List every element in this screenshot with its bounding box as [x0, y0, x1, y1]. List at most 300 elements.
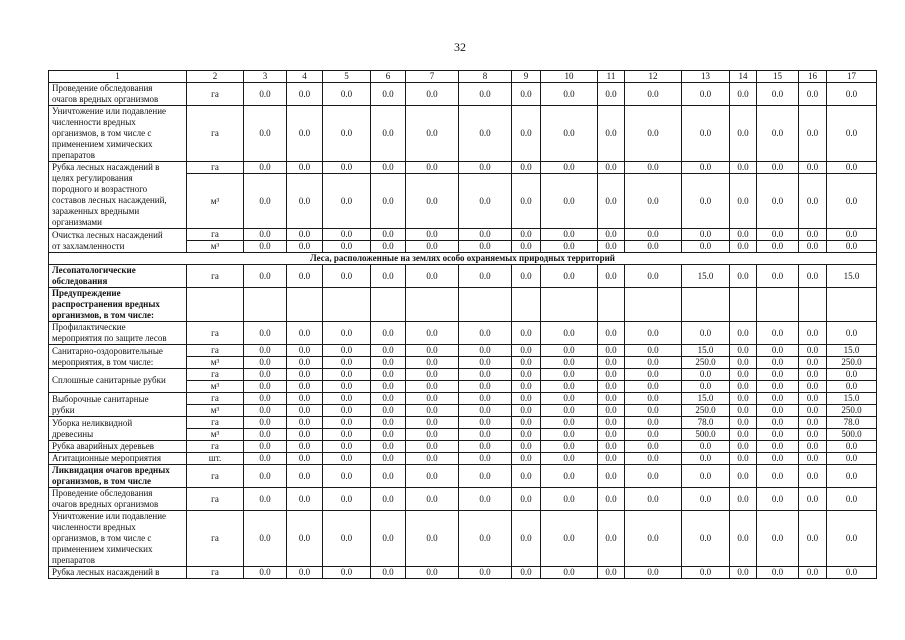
value-cell: [323, 288, 371, 322]
value-cell: [682, 288, 730, 322]
table-row: [49, 106, 877, 162]
value-cell: 0.0: [244, 567, 287, 579]
section-title: Леса, расположенные на землях особо охраняемых природных территорий: [49, 253, 877, 265]
value-cell: 15.0: [682, 265, 730, 288]
value-cell: 0.0: [625, 417, 682, 429]
value-cell: 0.0: [541, 229, 598, 241]
value-cell: 0.0: [541, 162, 598, 174]
value-cell: 0.0: [371, 229, 406, 241]
value-cell: 15.0: [682, 345, 730, 357]
page-number: 32: [454, 40, 466, 54]
value-cell: 0.0: [730, 465, 757, 488]
value-cell: 0.0: [287, 453, 323, 465]
value-cell: 0.0: [323, 357, 371, 369]
value-cell: 0.0: [625, 511, 682, 567]
value-cell: 0.0: [598, 83, 625, 106]
value-cell: 0.0: [598, 345, 625, 357]
unit-cell: м³: [187, 381, 244, 393]
value-cell: 0.0: [730, 393, 757, 405]
value-cell: 0.0: [541, 369, 598, 381]
value-cell: 0.0: [598, 106, 625, 162]
value-cell: 0.0: [827, 241, 877, 253]
value-cell: 0.0: [406, 393, 459, 405]
value-cell: 0.0: [244, 453, 287, 465]
value-cell: 0.0: [541, 511, 598, 567]
activity-label-line: Предупреждение: [52, 288, 121, 298]
value-cell: 0.0: [625, 265, 682, 288]
value-cell: 0.0: [459, 511, 512, 567]
value-cell: 0.0: [287, 345, 323, 357]
value-cell: 0.0: [757, 429, 799, 441]
value-cell: 0.0: [682, 241, 730, 253]
value-cell: 0.0: [757, 417, 799, 429]
value-cell: 0.0: [799, 488, 827, 511]
value-cell: 0.0: [827, 511, 877, 567]
value-cell: 0.0: [459, 393, 512, 405]
activity-label-line: организмов, в том числе: [52, 476, 152, 486]
value-cell: 0.0: [371, 83, 406, 106]
value-cell: 15.0: [827, 345, 877, 357]
value-cell: 0.0: [757, 381, 799, 393]
value-cell: 0.0: [406, 162, 459, 174]
activity-label-line: Агитационные мероприятия: [52, 453, 161, 463]
value-cell: 0.0: [244, 511, 287, 567]
value-cell: 0.0: [287, 393, 323, 405]
value-cell: 500.0: [682, 429, 730, 441]
value-cell: 0.0: [799, 567, 827, 579]
activity-label-line: Рубка лесных насаждений в: [52, 162, 160, 172]
value-cell: 0.0: [682, 229, 730, 241]
value-cell: 0.0: [541, 429, 598, 441]
activity-label-line: применением химических: [52, 139, 153, 149]
unit-cell: м³: [187, 174, 244, 229]
value-cell: 0.0: [323, 241, 371, 253]
unit-cell: га: [187, 465, 244, 488]
value-cell: 0.0: [541, 381, 598, 393]
value-cell: 0.0: [406, 357, 459, 369]
value-cell: 0.0: [459, 453, 512, 465]
value-cell: 0.0: [598, 369, 625, 381]
unit-cell: га: [187, 322, 244, 345]
value-cell: 0.0: [682, 174, 730, 229]
value-cell: 0.0: [371, 441, 406, 453]
value-cell: 500.0: [827, 429, 877, 441]
activity-label-line: Рубка лесных насаждений в: [52, 567, 160, 577]
value-cell: 0.0: [512, 405, 541, 417]
activity-label: [49, 83, 187, 106]
value-cell: 0.0: [730, 567, 757, 579]
activity-label-line: Уборка неликвидной: [52, 417, 133, 428]
column-number-header: 2: [187, 71, 244, 83]
value-cell: 0.0: [371, 453, 406, 465]
value-cell: 0.0: [541, 488, 598, 511]
value-cell: 0.0: [371, 381, 406, 393]
value-cell: 0.0: [406, 381, 459, 393]
column-number-header: 17: [827, 71, 877, 83]
value-cell: 0.0: [757, 345, 799, 357]
table-row: [49, 567, 877, 579]
value-cell: 0.0: [757, 465, 799, 488]
activity-label: [49, 288, 187, 322]
column-number-header: 9: [512, 71, 541, 83]
value-cell: 0.0: [682, 453, 730, 465]
value-cell: 0.0: [625, 322, 682, 345]
unit-cell: шт.: [187, 453, 244, 465]
value-cell: 0.0: [827, 567, 877, 579]
value-cell: 0.0: [459, 83, 512, 106]
value-cell: 0.0: [371, 322, 406, 345]
value-cell: 0.0: [371, 345, 406, 357]
value-cell: 0.0: [730, 381, 757, 393]
activity-label: [49, 488, 187, 511]
value-cell: 0.0: [598, 381, 625, 393]
value-cell: 0.0: [799, 465, 827, 488]
value-cell: 0.0: [541, 174, 598, 229]
value-cell: 0.0: [730, 174, 757, 229]
table-row: [49, 162, 877, 174]
value-cell: 0.0: [406, 453, 459, 465]
value-cell: 0.0: [244, 229, 287, 241]
value-cell: 0.0: [625, 453, 682, 465]
activity-label: [49, 393, 187, 417]
value-cell: 0.0: [730, 322, 757, 345]
value-cell: 0.0: [323, 162, 371, 174]
table-row: [49, 488, 877, 511]
value-cell: 0.0: [371, 162, 406, 174]
value-cell: 0.0: [757, 393, 799, 405]
value-cell: 0.0: [598, 357, 625, 369]
value-cell: 0.0: [512, 393, 541, 405]
value-cell: 0.0: [757, 106, 799, 162]
value-cell: 250.0: [682, 405, 730, 417]
value-cell: 250.0: [682, 357, 730, 369]
value-cell: 0.0: [406, 174, 459, 229]
value-cell: 0.0: [730, 429, 757, 441]
value-cell: 0.0: [799, 429, 827, 441]
value-cell: 0.0: [287, 369, 323, 381]
value-cell: 0.0: [371, 511, 406, 567]
column-number-header: 13: [682, 71, 730, 83]
value-cell: 0.0: [757, 174, 799, 229]
value-cell: [512, 288, 541, 322]
activity-label-line: обследования: [52, 276, 108, 286]
value-cell: 0.0: [406, 106, 459, 162]
value-cell: 250.0: [827, 357, 877, 369]
activity-label-line: распространения вредных: [52, 299, 160, 309]
activity-label-line: организмов, в том числе:: [52, 310, 155, 320]
value-cell: 0.0: [625, 241, 682, 253]
value-cell: 0.0: [799, 417, 827, 429]
value-cell: 0.0: [541, 417, 598, 429]
value-cell: 0.0: [287, 465, 323, 488]
value-cell: 0.0: [512, 441, 541, 453]
table-row: [49, 322, 877, 345]
value-cell: [827, 288, 877, 322]
value-cell: 0.0: [323, 429, 371, 441]
value-cell: 0.0: [757, 453, 799, 465]
activity-label-line: Ликвидация очагов вредных: [52, 465, 170, 475]
activity-label-line: препаратов: [52, 555, 95, 565]
value-cell: 0.0: [323, 453, 371, 465]
value-cell: 0.0: [757, 441, 799, 453]
value-cell: 0.0: [799, 83, 827, 106]
value-cell: 0.0: [512, 453, 541, 465]
activity-label-line: Профилактические: [52, 322, 126, 332]
value-cell: 0.0: [512, 381, 541, 393]
value-cell: 0.0: [459, 417, 512, 429]
column-number-header: 8: [459, 71, 512, 83]
value-cell: 0.0: [682, 488, 730, 511]
activity-label-line: Рубка аварийных деревьев: [52, 441, 154, 451]
value-cell: 0.0: [757, 405, 799, 417]
value-cell: 0.0: [799, 357, 827, 369]
activity-label-line: Уничтожение или подавление: [52, 106, 167, 116]
value-cell: 0.0: [799, 174, 827, 229]
value-cell: 0.0: [625, 357, 682, 369]
value-cell: 0.0: [323, 229, 371, 241]
value-cell: 0.0: [512, 465, 541, 488]
unit-cell: га: [187, 369, 244, 381]
value-cell: 0.0: [541, 322, 598, 345]
value-cell: 0.0: [827, 162, 877, 174]
value-cell: 0.0: [406, 465, 459, 488]
value-cell: 0.0: [406, 488, 459, 511]
column-number-header: 4: [287, 71, 323, 83]
value-cell: 0.0: [682, 381, 730, 393]
value-cell: 0.0: [799, 106, 827, 162]
value-cell: 0.0: [730, 511, 757, 567]
value-cell: 0.0: [625, 393, 682, 405]
value-cell: 0.0: [598, 174, 625, 229]
value-cell: 78.0: [682, 417, 730, 429]
value-cell: 0.0: [730, 83, 757, 106]
header-row: [49, 71, 877, 83]
activity-label: [49, 345, 187, 369]
value-cell: 0.0: [730, 162, 757, 174]
value-cell: 0.0: [512, 265, 541, 288]
column-number-header: 10: [541, 71, 598, 83]
value-cell: 0.0: [459, 357, 512, 369]
value-cell: 0.0: [244, 393, 287, 405]
table-row: [49, 265, 877, 288]
value-cell: 0.0: [827, 465, 877, 488]
value-cell: 0.0: [459, 441, 512, 453]
value-cell: 0.0: [244, 417, 287, 429]
value-cell: [371, 288, 406, 322]
value-cell: 0.0: [730, 229, 757, 241]
value-cell: 0.0: [625, 488, 682, 511]
activity-label-line: рубки: [52, 404, 75, 415]
value-cell: [459, 288, 512, 322]
value-cell: 0.0: [512, 83, 541, 106]
value-cell: 0.0: [625, 106, 682, 162]
table-row: [49, 229, 877, 241]
value-cell: 0.0: [287, 83, 323, 106]
value-cell: 0.0: [757, 488, 799, 511]
activity-label-line: Сплошные санитарные рубки: [52, 375, 166, 385]
value-cell: 0.0: [244, 465, 287, 488]
activity-label-line: Санитарно-оздоровительные: [52, 345, 163, 356]
value-cell: 0.0: [323, 174, 371, 229]
value-cell: 0.0: [287, 357, 323, 369]
value-cell: 0.0: [541, 453, 598, 465]
value-cell: 0.0: [625, 465, 682, 488]
value-cell: 0.0: [541, 265, 598, 288]
value-cell: 0.0: [371, 174, 406, 229]
value-cell: 0.0: [541, 441, 598, 453]
value-cell: 0.0: [541, 393, 598, 405]
value-cell: 0.0: [598, 441, 625, 453]
value-cell: 0.0: [799, 241, 827, 253]
unit-cell: га: [187, 417, 244, 429]
value-cell: 0.0: [682, 162, 730, 174]
value-cell: 0.0: [625, 83, 682, 106]
table-row: [49, 465, 877, 488]
value-cell: 0.0: [371, 429, 406, 441]
value-cell: 0.0: [541, 357, 598, 369]
activity-label-line: Проведение обследования: [52, 83, 153, 93]
value-cell: 0.0: [541, 83, 598, 106]
value-cell: 0.0: [730, 488, 757, 511]
value-cell: 15.0: [682, 393, 730, 405]
value-cell: 250.0: [827, 405, 877, 417]
value-cell: 0.0: [682, 322, 730, 345]
activity-label-line: составов лесных насаждений,: [52, 195, 167, 205]
column-number-header: 12: [625, 71, 682, 83]
activity-label-line: Выборочные санитарные: [52, 393, 149, 404]
value-cell: 0.0: [730, 405, 757, 417]
value-cell: [730, 288, 757, 322]
value-cell: 0.0: [598, 229, 625, 241]
value-cell: 0.0: [406, 441, 459, 453]
value-cell: 0.0: [323, 393, 371, 405]
value-cell: 0.0: [287, 241, 323, 253]
table-row: [49, 393, 877, 405]
value-cell: 0.0: [598, 393, 625, 405]
value-cell: 0.0: [799, 229, 827, 241]
value-cell: 0.0: [244, 441, 287, 453]
value-cell: 0.0: [625, 162, 682, 174]
value-cell: 0.0: [799, 322, 827, 345]
value-cell: 0.0: [541, 465, 598, 488]
value-cell: 0.0: [512, 567, 541, 579]
value-cell: 0.0: [323, 322, 371, 345]
value-cell: 0.0: [598, 453, 625, 465]
activity-label-line: применением химических: [52, 544, 153, 554]
value-cell: 0.0: [406, 369, 459, 381]
value-cell: 0.0: [682, 567, 730, 579]
value-cell: 0.0: [244, 357, 287, 369]
value-cell: 0.0: [459, 241, 512, 253]
value-cell: 0.0: [730, 369, 757, 381]
value-cell: 0.0: [512, 345, 541, 357]
table-body: [49, 71, 877, 579]
value-cell: 0.0: [625, 567, 682, 579]
activity-label-line: зараженных вредными: [52, 206, 140, 216]
unit-cell: м³: [187, 241, 244, 253]
value-cell: 0.0: [459, 106, 512, 162]
table-row: [49, 288, 877, 322]
value-cell: 0.0: [827, 441, 877, 453]
value-cell: 0.0: [459, 265, 512, 288]
unit-cell: га: [187, 345, 244, 357]
activity-label-line: древесины: [52, 428, 94, 439]
value-cell: 0.0: [682, 465, 730, 488]
value-cell: 0.0: [323, 106, 371, 162]
value-cell: 0.0: [512, 488, 541, 511]
activity-label-line: очагов вредных организмов: [52, 94, 159, 104]
activity-label: [49, 441, 187, 453]
value-cell: 0.0: [406, 567, 459, 579]
value-cell: 0.0: [371, 488, 406, 511]
value-cell: 0.0: [287, 429, 323, 441]
activity-label: [49, 369, 187, 393]
value-cell: 0.0: [406, 405, 459, 417]
value-cell: 0.0: [323, 83, 371, 106]
value-cell: 0.0: [371, 417, 406, 429]
value-cell: 0.0: [541, 106, 598, 162]
unit-cell: га: [187, 162, 244, 174]
value-cell: 0.0: [406, 265, 459, 288]
activity-label-line: численности вредных: [52, 117, 136, 127]
section-row: [49, 253, 877, 265]
value-cell: 0.0: [598, 465, 625, 488]
value-cell: 0.0: [371, 357, 406, 369]
value-cell: [799, 288, 827, 322]
value-cell: 0.0: [287, 229, 323, 241]
value-cell: 0.0: [323, 488, 371, 511]
value-cell: 0.0: [598, 241, 625, 253]
value-cell: 0.0: [287, 488, 323, 511]
value-cell: 0.0: [287, 405, 323, 417]
value-cell: 0.0: [244, 106, 287, 162]
value-cell: [541, 288, 598, 322]
value-cell: 0.0: [799, 441, 827, 453]
value-cell: 0.0: [323, 465, 371, 488]
value-cell: 0.0: [682, 511, 730, 567]
value-cell: 0.0: [459, 322, 512, 345]
value-cell: 0.0: [244, 405, 287, 417]
table-row: [49, 369, 877, 381]
value-cell: 0.0: [682, 106, 730, 162]
value-cell: 0.0: [244, 265, 287, 288]
value-cell: 0.0: [598, 488, 625, 511]
value-cell: 0.0: [757, 511, 799, 567]
value-cell: 0.0: [287, 174, 323, 229]
value-cell: 0.0: [757, 322, 799, 345]
unit-cell: га: [187, 106, 244, 162]
value-cell: 0.0: [757, 357, 799, 369]
value-cell: 0.0: [244, 488, 287, 511]
activity-label: [49, 162, 187, 229]
value-cell: 0.0: [287, 322, 323, 345]
value-cell: 0.0: [406, 83, 459, 106]
value-cell: 0.0: [827, 322, 877, 345]
unit-cell: га: [187, 511, 244, 567]
value-cell: 0.0: [459, 429, 512, 441]
value-cell: 0.0: [730, 265, 757, 288]
value-cell: 15.0: [827, 393, 877, 405]
unit-cell: м³: [187, 357, 244, 369]
activity-label-line: мероприятия, в том числе:: [52, 356, 154, 367]
column-number-header: 14: [730, 71, 757, 83]
table-row: [49, 83, 877, 106]
value-cell: 0.0: [598, 417, 625, 429]
column-number-header: 6: [371, 71, 406, 83]
value-cell: 0.0: [371, 405, 406, 417]
value-cell: 0.0: [598, 162, 625, 174]
value-cell: 0.0: [244, 381, 287, 393]
